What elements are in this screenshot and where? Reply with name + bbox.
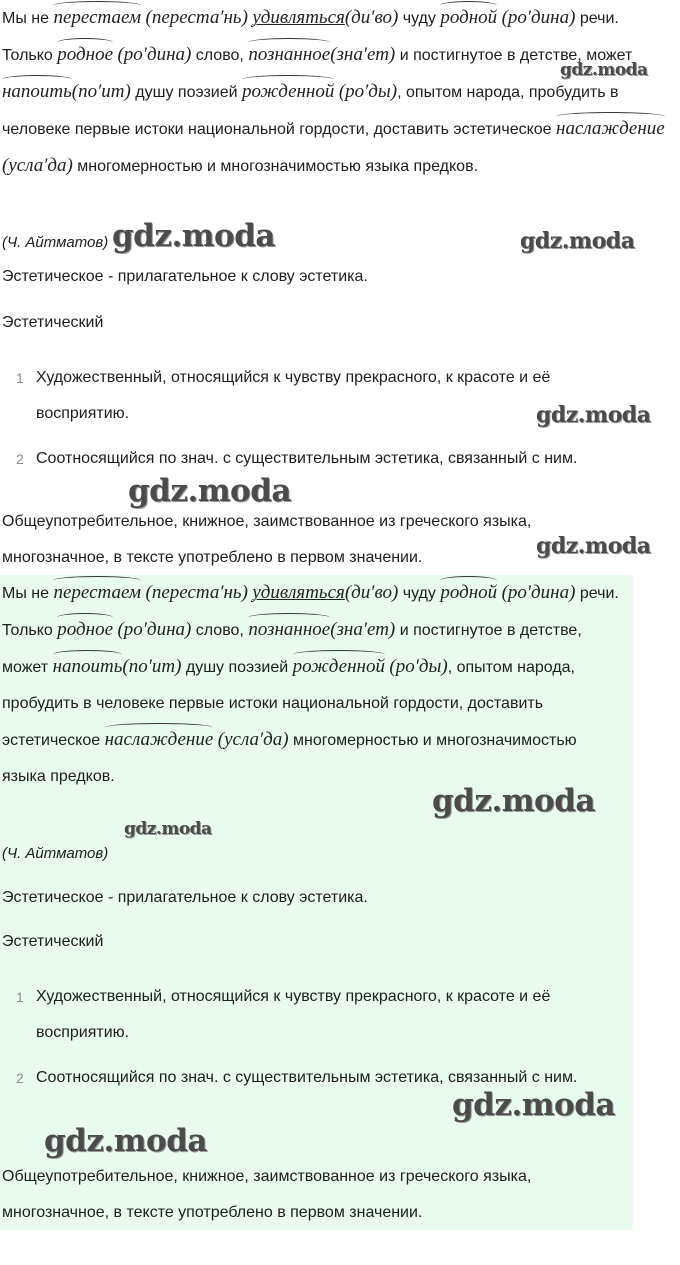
watermark: gdz.moda: [520, 228, 635, 254]
check-word: (усла′да): [217, 729, 289, 750]
check-word: (по′ит): [71, 81, 131, 102]
definition-intro: Эстетическое - прилагательное к слову эстетика.: [2, 889, 368, 906]
word-napoit: напоить: [53, 649, 123, 685]
watermark: gdz.moda: [44, 1123, 207, 1159]
meaning-number: 1: [16, 989, 24, 1005]
check-word: (ди′во): [344, 7, 399, 28]
watermark: gdz.moda: [536, 533, 651, 559]
passage-text-segment: Мы не: [2, 10, 50, 27]
passage-text-segment: Мы не: [2, 585, 50, 602]
passage-text-segment: чуду: [402, 10, 436, 27]
passage-text-segment: , опытом народа, пробудить в человеке первые истоки национальной гордости, доставить эстетическое: [2, 84, 619, 138]
meaning-number: 2: [16, 1070, 24, 1086]
meaning-text: Соотносящийся по знач. с существительным эстетика, связанный с ним.: [36, 1069, 578, 1086]
usage-note: Общеупотребительное, книжное, заимствованное из греческого языка, многозначное, в тексте употреблено в первом значении.: [2, 513, 532, 566]
author-credit: (Ч. Айтматов): [2, 845, 109, 862]
check-word: (ро′дина): [117, 44, 192, 65]
check-word: (ро′дина): [501, 7, 576, 28]
passage-text-segment: чуду: [402, 585, 436, 602]
definition-intro: Эстетическое - прилагательное к слову эстетика.: [2, 268, 368, 285]
word-napoit: напоить: [2, 74, 72, 110]
word-perestaem: перестаем: [53, 575, 141, 611]
word-perestaem: [53, 7, 141, 28]
word-poznannoe: познанное: [248, 37, 330, 73]
passage-text: [2, 575, 624, 795]
check-word: (ро′ды): [389, 656, 448, 677]
word-naslazhdenie: наслаждение: [105, 722, 214, 758]
word-rodnoy: родной: [440, 0, 497, 36]
passage-text-segment: многомерностью и многозначимостью языка предков.: [77, 158, 479, 175]
check-word: (по′ит): [122, 656, 182, 677]
watermark: gdz.moda: [124, 819, 212, 839]
meaning-number: 2: [16, 451, 24, 467]
check-word: (ро′ды): [338, 81, 398, 102]
check-word: (ро′дина): [117, 619, 192, 640]
watermark: gdz.moda: [112, 218, 275, 254]
check-word: (ро′дина): [501, 582, 576, 603]
arc-mark: перестаем: [53, 0, 141, 36]
check-word: (переста′нь): [145, 582, 248, 603]
headword: Эстетический: [2, 314, 104, 331]
word-rozhdennoy: рожденной: [242, 74, 334, 110]
check-word: (ди′во): [344, 582, 399, 603]
passage-text-segment: речи. Только: [2, 10, 619, 64]
passage-text: [2, 0, 674, 185]
headword: Эстетический: [2, 933, 104, 950]
passage-text-segment: душу поэзией: [135, 84, 238, 101]
word-naslazhdenie: наслаждение: [556, 111, 665, 147]
author-credit: (Ч. Айтматов): [2, 234, 109, 251]
word-poznannoe: познанное: [248, 612, 330, 648]
word-rodnoe: родное: [57, 37, 113, 73]
meaning-number: 1: [16, 370, 24, 386]
answer-block-1: [0, 0, 680, 575]
passage-text-segment: , опытом народа, пробудить в человеке первые истоки национальной гордости, доставить эстетическое: [2, 659, 575, 749]
word-udivlyatsya: удивляться: [252, 7, 345, 28]
check-word: (усла′да): [2, 155, 73, 176]
check-word: (зна′ет): [330, 619, 396, 640]
watermark: gdz.moda: [128, 473, 291, 509]
word-udivlyatsya: удивляться: [252, 582, 345, 603]
word-rodnoy: родной: [440, 575, 497, 611]
passage-text-segment: и постигнутое в детстве, может: [2, 622, 582, 676]
word-rozhdennoy: рожденной: [293, 649, 385, 685]
watermark: gdz.moda: [432, 783, 595, 819]
passage-text-segment: и постигнутое в детстве, может: [399, 47, 633, 64]
watermark: gdz.moda: [560, 60, 648, 80]
word-rodnoe: родное: [57, 612, 113, 648]
watermark: gdz.moda: [452, 1087, 615, 1123]
passage-text-segment: слово,: [195, 622, 244, 639]
answer-block-2: [0, 575, 633, 1230]
meaning-text: Художественный, относящийся к чувству прекрасного, к красоте и её восприятию.: [36, 988, 551, 1041]
usage-note: Общеупотребительное, книжное, заимствованное из греческого языка, многозначное, в тексте употреблено в первом значении.: [2, 1168, 532, 1221]
check-word: (переста′нь): [145, 7, 248, 28]
meaning-text: Соотносящийся по знач. с существительным эстетика, связанный с ним.: [36, 450, 578, 467]
passage-text-segment: речи. Только: [2, 585, 619, 639]
watermark: gdz.moda: [536, 402, 651, 428]
meaning-text: Художественный, относящийся к чувству прекрасного, к красоте и её восприятию.: [36, 369, 551, 422]
passage-text-segment: многомерностью и многозначимостью языка предков.: [2, 732, 577, 785]
check-word: (зна′ет): [330, 44, 396, 65]
passage-text-segment: слово,: [195, 47, 244, 64]
passage-text-segment: душу поэзией: [185, 659, 289, 676]
